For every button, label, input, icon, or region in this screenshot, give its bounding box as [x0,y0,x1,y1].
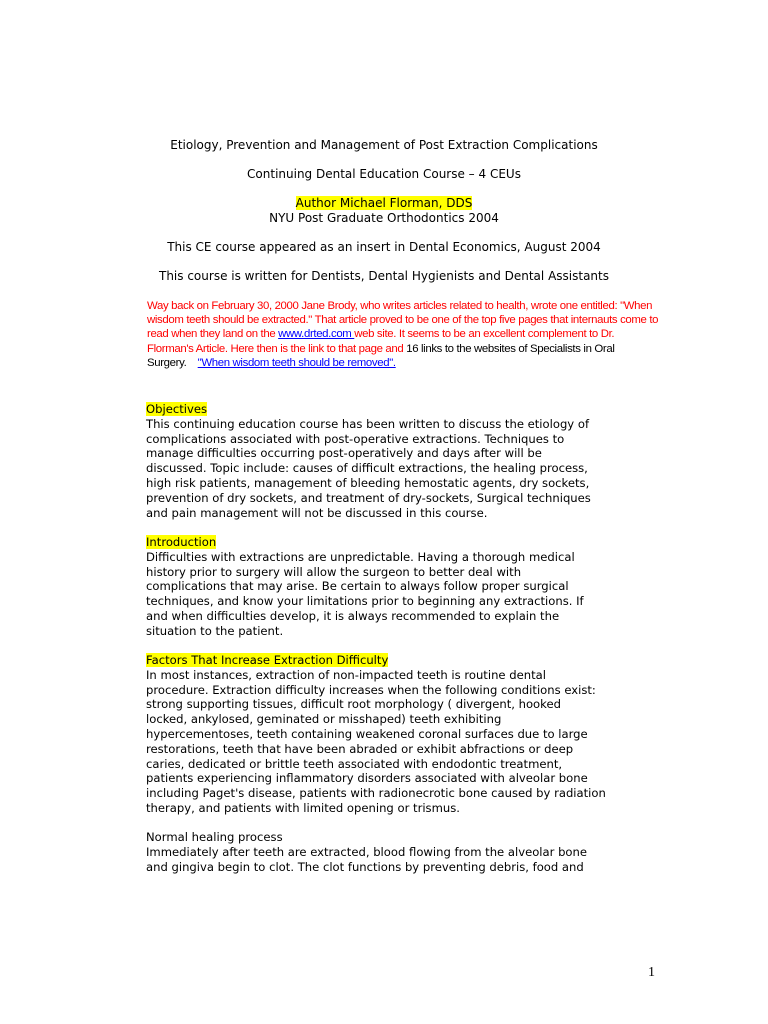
drted-link[interactable]: www.drted.com [278,328,355,341]
paragraph-line: and pain management will not be discussed in this course. [146,505,488,520]
paragraph-line: high risk patients, management of bleeding hemostatic agents, dry sockets, [146,475,590,490]
paragraph-line: patients experiencing inflammatory disorders associated with alveolar bone [146,771,588,786]
paragraph-line: restorations, teeth that have been abraded or exhibit abfractions or deep [146,741,574,756]
author-line [0,196,768,211]
healing-body [146,845,666,875]
paragraph-line: complications that may arise. Be certain to always follow proper surgical [146,579,569,594]
paragraph-line: and gingiva begin to clot. The clot functions by preventing debris, food and [146,859,584,874]
objectives-section [146,402,666,520]
paragraph-line: hypercementoses, teeth containing weakened coronal surfaces due to large [146,726,588,741]
factors-heading: Factors That Increase Extraction Difficulty [146,653,389,667]
affiliation-line: NYU Post Graduate Orthodontics 2004 [269,211,499,225]
intro-note [147,299,667,370]
objectives-heading: Objectives [146,402,208,416]
intro-note-line: Way back on February 30, 2000 Jane Brody, who writes articles related to health, wrote one entitled: "When [147,300,653,312]
healing-heading: Normal healing process [146,830,283,844]
paragraph-line: therapy, and patients with limited opening or trismus. [146,800,460,815]
audience-line: This course is written for Dentists, Dental Hygienists and Dental Assistants [159,269,609,283]
paragraph-line: In most instances, extraction of non-impacted teeth is routine dental [146,667,546,682]
factors-body [146,668,666,816]
paragraph-line: Difficulties with extractions are unpredictable. Having a thorough medical [146,549,575,564]
paragraph-line: locked, ankylosed, geminated or misshaped) teeth exhibiting [146,712,502,727]
objectives-body [146,417,666,521]
intro-note-text: Florman's Article. Here then is the link to that page and [147,342,407,355]
factors-section [146,653,666,816]
intro-note-line [147,342,667,356]
healing-section [146,830,666,874]
page-number: 1 [648,965,655,980]
insert-note: This CE course appeared as an insert in Dental Economics, August 2004 [167,240,601,254]
introduction-heading: Introduction [146,535,217,549]
paragraph-line: and when difficulties develop, it is always recommended to explain the [146,608,560,623]
paragraph-line: including Paget's disease, patients with radionecrotic bone caused by radiation [146,786,606,801]
specialists-text: 16 links to the websites of Specialists in Oral [406,342,615,355]
paragraph-line: prevention of dry sockets, and treatment of dry-sockets, Surgical techniques [146,490,591,505]
intro-note-line [147,356,667,370]
surgery-text: Surgery. [147,356,187,369]
paragraph-line: This continuing education course has been written to discuss the etiology of [146,416,590,431]
introduction-body [146,550,666,639]
course-subtitle: Continuing Dental Education Course – 4 CEUs [247,167,521,181]
introduction-section [146,535,666,639]
paragraph-line: discussed. Topic include: causes of difficult extractions, the healing process, [146,461,588,476]
paragraph-line: complications associated with post-operative extractions. Techniques to [146,431,565,446]
paragraph-line: manage difficulties occurring post-operatively and days after will be [146,446,542,461]
paragraph-line: procedure. Extraction difficulty increases when the following conditions exist: [146,682,596,697]
intro-note-text: read when they land on the [147,328,279,341]
paragraph-line: techniques, and know your limitations prior to beginning any extractions. If [146,594,584,609]
intro-note-text: web site. It seems to be an excellent complement to Dr. [354,328,615,341]
wisdom-teeth-link[interactable]: "When wisdom teeth should be removed". [197,356,396,369]
paragraph-line: strong supporting tissues, difficult root morphology ( divergent, hooked [146,697,561,712]
intro-note-line: wisdom teeth should be extracted." That article proved to be one of the top five pages that internauts come to [147,314,659,327]
paragraph-line: Immediately after teeth are extracted, blood flowing from the alveolar bone [146,844,588,859]
paragraph-line: situation to the patient. [146,623,284,638]
paragraph-line: caries, dedicated or brittle teeth associated with endodontic treatment, [146,756,563,771]
document-title: Etiology, Prevention and Management of Post Extraction Complications [170,138,598,152]
paragraph-line: history prior to surgery will allow the surgeon to better deal with [146,564,522,579]
author-name: Author Michael Florman, DDS [295,196,473,210]
intro-note-line [147,327,667,341]
